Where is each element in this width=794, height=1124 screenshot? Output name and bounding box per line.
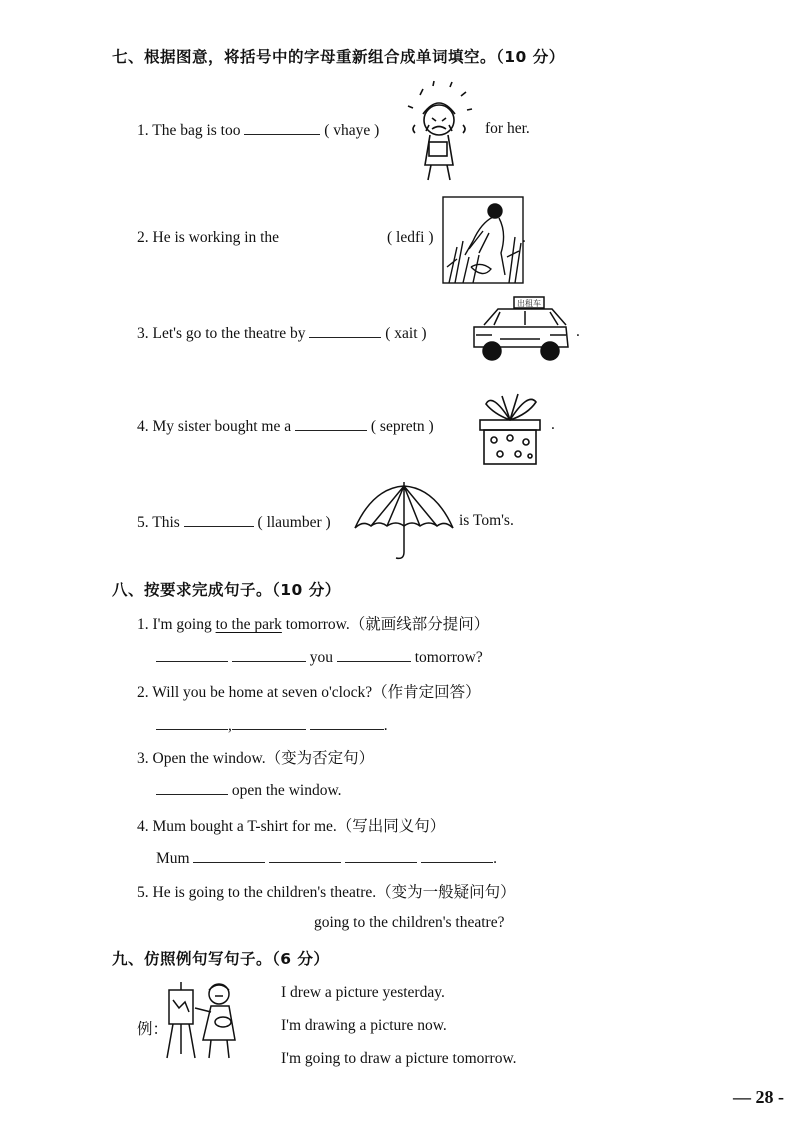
s7-item3-hint: ( xait )	[385, 325, 427, 342]
s8-item3-blank[interactable]	[156, 780, 228, 795]
s8-item2-answer: , .	[156, 715, 388, 735]
s7-item1	[137, 120, 379, 140]
s7-item3-blank[interactable]	[309, 323, 381, 338]
s7-item2-post: .	[522, 229, 526, 246]
section8-title: 八、按要求完成句子。（10 分）	[112, 581, 341, 599]
s7-item1-hint: ( vhaye )	[324, 122, 380, 139]
s8-item2: 2. Will you be home at seven o'clock?（作肯定回答）	[137, 684, 481, 701]
s8-item1-blank3[interactable]	[337, 647, 411, 662]
s7-item4-blank[interactable]	[295, 416, 367, 431]
s8-item4: 4. Mum bought a T-shirt for me.（写出同义句）	[137, 818, 446, 835]
s8-item2-blank2[interactable]	[232, 715, 306, 730]
s7-item1-blank[interactable]	[244, 120, 320, 135]
s7-item4	[137, 416, 434, 436]
s8-item4-answer: Mum .	[156, 850, 497, 867]
s7-item5-pre: 5. This	[137, 514, 180, 531]
s8-item3: 3. Open the window.（变为否定句）	[137, 750, 375, 767]
s7-item3-pre: 3. Let's go to the theatre by	[137, 325, 306, 342]
taxi-icon	[470, 295, 570, 365]
s8-item2-blank1[interactable]	[156, 715, 228, 730]
s8-item5: 5. He is going to the children's theatre.（变为一般疑问句）	[137, 884, 516, 901]
s8-item1-end: tomorrow?	[414, 649, 483, 666]
page-number: — 28 -	[733, 1087, 784, 1107]
s7-item5-hint: ( llaumber )	[257, 514, 331, 531]
s8-item4-blank4[interactable]	[421, 848, 493, 863]
s8-item4-blank2[interactable]	[269, 848, 341, 863]
s8-item3-answer	[156, 780, 342, 800]
s7-item3-post: .	[576, 323, 580, 340]
section7-title: 七、根据图意，将括号中的字母重新组合成单词填空。（10 分）	[112, 48, 565, 66]
section9-title: 九、仿照例句写句子。（6 分）	[112, 950, 330, 968]
s7-item4-hint: ( sepretn )	[370, 418, 434, 435]
s7-item3	[137, 323, 427, 343]
example-sentence-3: I'm going to draw a picture tomorrow.	[281, 1050, 517, 1067]
s7-item5-blank[interactable]	[184, 512, 254, 527]
taxi-sign: 出租车	[517, 299, 541, 308]
example-sentence-1: I drew a picture yesterday.	[281, 984, 445, 1001]
s7-item1-post: for her.	[485, 120, 530, 137]
example-label: 例：	[137, 1021, 169, 1038]
s8-item1-mid: you	[309, 649, 333, 666]
s8-item1	[137, 612, 489, 634]
s8-item2-blank3[interactable]	[310, 715, 384, 730]
s7-item2-hint: ( ledfi )	[387, 229, 434, 246]
farmer-in-field-icon	[443, 197, 523, 283]
s8-item4-blank3[interactable]	[345, 848, 417, 863]
painter-at-easel-icon	[163, 978, 243, 1062]
s8-item1-answer	[156, 647, 483, 667]
s8-item4-blank1[interactable]	[193, 848, 265, 863]
s8-item1-blank2[interactable]	[232, 647, 306, 662]
crying-girl-icon	[405, 80, 475, 185]
s8-item1-post: tomorrow.（就画线部分提问）	[281, 616, 490, 633]
s7-item2	[137, 229, 279, 247]
s7-item5	[137, 512, 331, 532]
example-sentence-2: I'm drawing a picture now.	[281, 1017, 447, 1034]
s7-item4-post: .	[551, 416, 555, 433]
s8-item1-pre: 1. I'm going	[137, 616, 216, 633]
s7-item4-pre: 4. My sister bought me a	[137, 418, 292, 435]
s7-item2-pre: 2. He is working in the	[137, 229, 280, 246]
s7-item1-pre: 1. The bag is too	[137, 122, 241, 139]
gift-box-icon	[472, 390, 550, 468]
s7-item5-post: is Tom's.	[459, 512, 514, 529]
s8-item4-start: Mum	[156, 850, 190, 867]
s8-item3-end: open the window.	[231, 782, 342, 799]
s8-item1-blank1[interactable]	[156, 647, 228, 662]
umbrella-icon	[353, 482, 455, 562]
s8-item5-answer-end: going to the children's theatre?	[314, 914, 505, 931]
s8-item1-underlined: to the park	[215, 616, 282, 633]
